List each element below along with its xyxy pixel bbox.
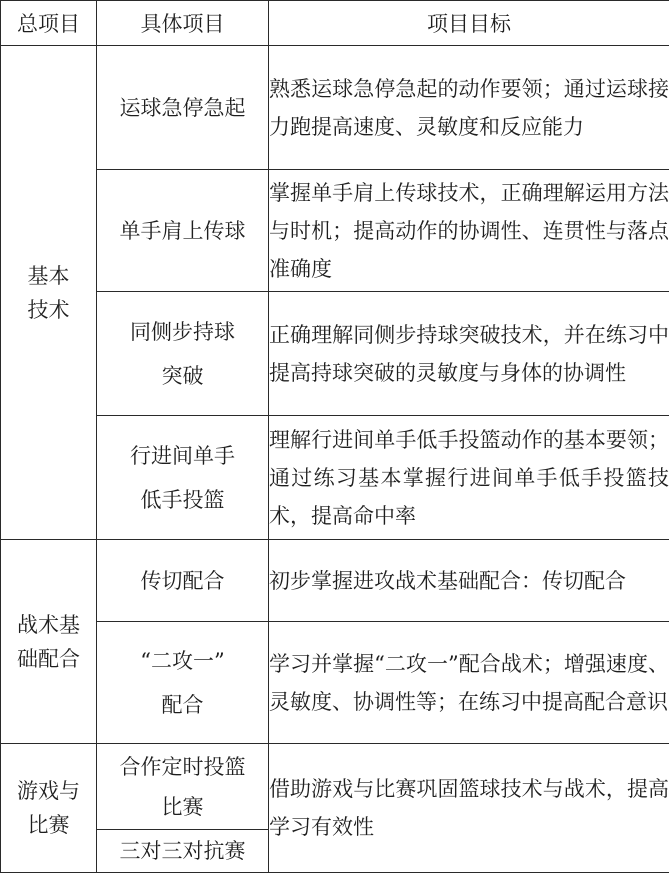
table-row xyxy=(1,622,669,744)
table-row xyxy=(1,416,669,540)
table-row xyxy=(1,292,669,416)
item-two-on-one xyxy=(97,622,269,744)
category-tactical-basics xyxy=(1,540,97,744)
category-line: 战术基 xyxy=(17,612,80,637)
category-line: 比赛 xyxy=(27,813,70,837)
category-line: 游戏与 xyxy=(17,779,80,803)
table-row xyxy=(1,170,669,292)
header-category: 总项目 xyxy=(1,1,97,46)
header-goal: 项目目标 xyxy=(269,1,669,46)
item-three-on-three xyxy=(97,830,269,873)
item-line: 突破 xyxy=(161,363,204,388)
item-line: “二攻一” xyxy=(140,648,225,673)
category-basic-skills xyxy=(1,46,97,540)
goal-running-layup: 理解行进间单手低手投篮动作的基本要领；通过练习基本掌握行进间单手低手投篮技术，提高命中率 xyxy=(269,416,669,540)
table-row xyxy=(1,46,669,170)
item-line: 低手投篮 xyxy=(140,487,225,512)
item-timed-shooting-game xyxy=(97,744,269,830)
item-line: 三对三对抗赛 xyxy=(119,839,246,863)
item-line: 单手肩上传球 xyxy=(119,218,246,243)
item-line: 传切配合 xyxy=(140,568,225,593)
table-row xyxy=(1,540,669,622)
item-line: 合作定时投篮 xyxy=(119,754,246,779)
item-line: 配合 xyxy=(161,692,204,717)
category-line: 基本 xyxy=(27,263,70,288)
item-line: 行进间单手 xyxy=(130,443,235,468)
goal-same-side-drive: 正确理解同侧步持球突破技术，并在练习中提高持球突破的灵敏度与身体的协调性 xyxy=(269,292,669,416)
table-row xyxy=(1,744,669,830)
goal-games-and-matches: 借助游戏与比赛巩固篮球技术与战术，提高学习有效性 xyxy=(269,744,669,873)
item-running-layup xyxy=(97,416,269,540)
item-same-side-drive xyxy=(97,292,269,416)
item-dribble-stop-start xyxy=(97,46,269,170)
category-games-and-matches xyxy=(1,744,97,873)
header-item: 具体项目 xyxy=(97,1,269,46)
item-one-hand-shoulder-pass xyxy=(97,170,269,292)
header-row xyxy=(1,1,669,46)
item-pass-and-cut xyxy=(97,540,269,622)
goal-dribble-stop-start: 熟悉运球急停急起的动作要领；通过运球接力跑提高速度、灵敏度和反应能力 xyxy=(269,46,669,170)
item-line: 同侧步持球 xyxy=(130,319,235,344)
goal-one-hand-shoulder-pass: 掌握单手肩上传球技术，正确理解运用方法与时机；提高动作的协调性、连贯性与落点准确度 xyxy=(269,170,669,292)
item-line: 比赛 xyxy=(161,794,204,819)
category-line: 础配合 xyxy=(17,646,80,671)
item-line: 运球急停急起 xyxy=(119,95,246,120)
goal-two-on-one: 学习并掌握“二攻一”配合战术；增强速度、灵敏度、协调性等；在练习中提高配合意识 xyxy=(269,622,669,744)
category-line: 技术 xyxy=(27,297,70,322)
goal-pass-and-cut: 初步掌握进攻战术基础配合：传切配合 xyxy=(269,540,669,622)
